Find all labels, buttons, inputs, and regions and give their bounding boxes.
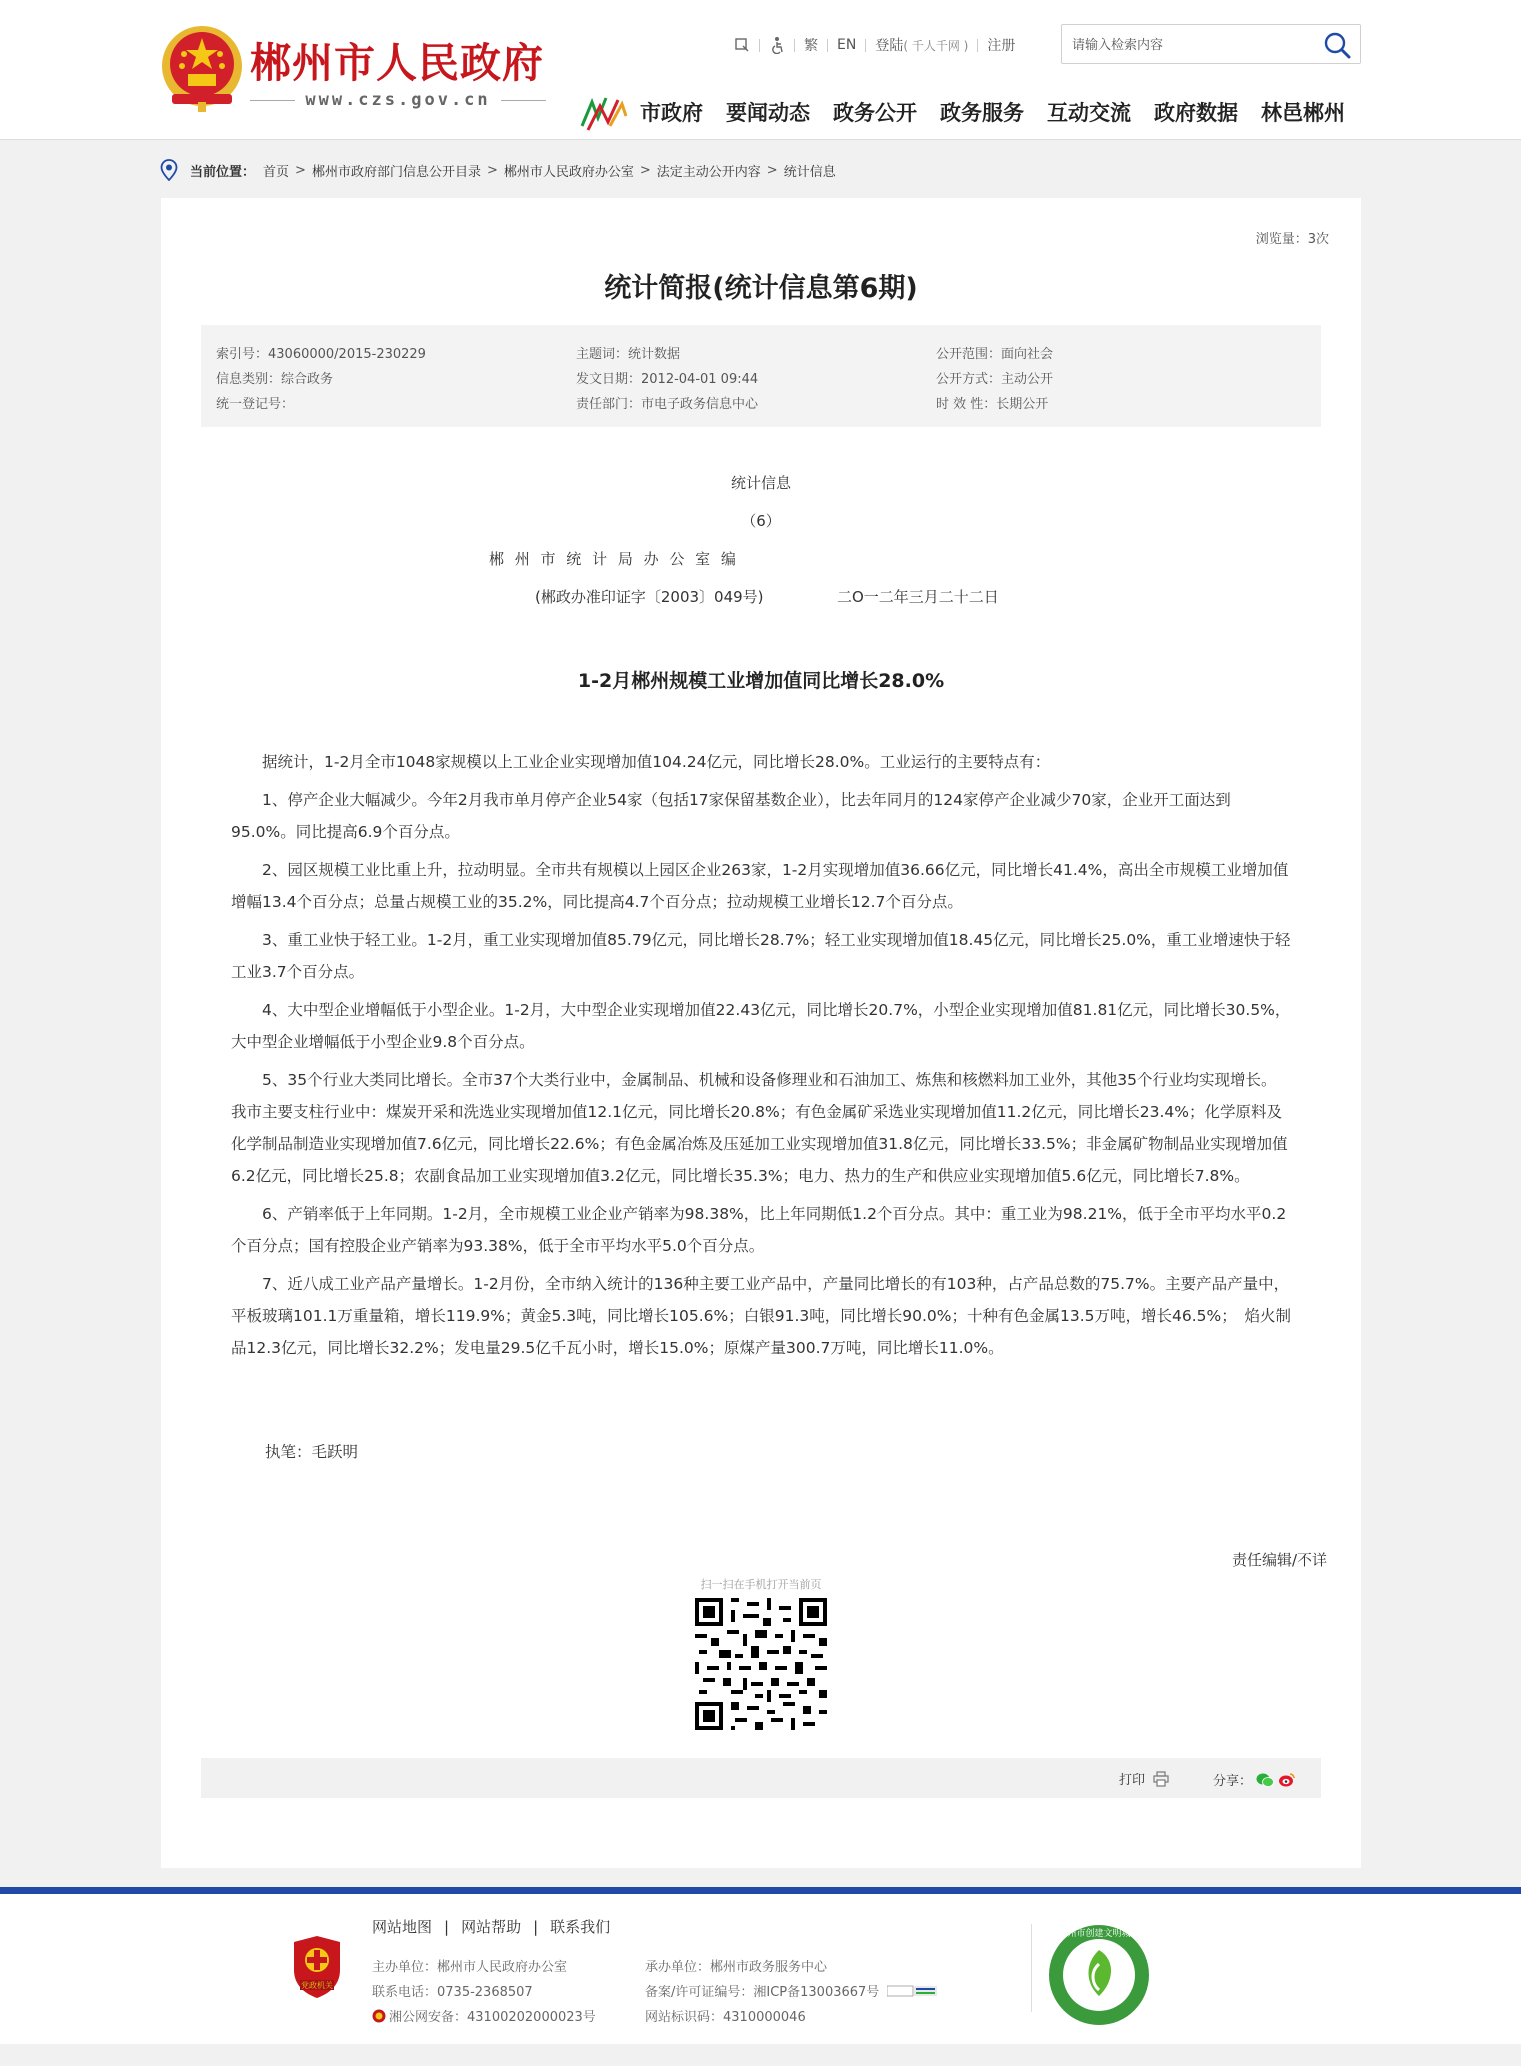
qr-code-icon bbox=[695, 1598, 827, 1730]
meta-reg-no: 统一登记号： bbox=[216, 397, 295, 412]
footer-site-id: 网站标识码：4310000046 bbox=[645, 2010, 806, 2025]
article-editor: 责任编辑/不详 bbox=[1231, 1551, 1327, 1569]
share-label: 分享： bbox=[1213, 1774, 1253, 1789]
footer-links: 网站地图 | 网站帮助 | 联系我们 bbox=[372, 1917, 611, 1936]
breadcrumb-statutory[interactable]: 法定主动公开内容 bbox=[656, 164, 761, 180]
meta-date: 发文日期：2012-04-01 09:44 bbox=[576, 372, 759, 387]
qr-block bbox=[695, 1576, 827, 1734]
nav-item-news[interactable]: 要闻动态 bbox=[726, 101, 810, 125]
footer-police[interactable]: 湘公网安备：43100202000023号 bbox=[389, 2010, 596, 2025]
print-button[interactable] bbox=[1119, 1769, 1169, 1788]
footer-link-sitemap[interactable]: 网站地图 bbox=[372, 1918, 433, 1936]
badge-text: 郴州市创建文明城市 bbox=[1058, 1929, 1140, 1939]
article-meta bbox=[201, 325, 1321, 427]
barrier-free-icon[interactable] bbox=[725, 37, 759, 53]
party-gov-badge-icon[interactable] bbox=[290, 1934, 344, 2000]
location-pin-icon bbox=[160, 159, 178, 181]
view-count: 浏览量：3次 bbox=[1255, 232, 1329, 247]
civilized-city-badge-icon[interactable] bbox=[1046, 1922, 1152, 2028]
qr-caption: 扫一扫在手机打开当前页 bbox=[700, 1578, 822, 1591]
site-url-text: www.czs.gov.cn bbox=[305, 90, 491, 110]
main-nav bbox=[578, 92, 1345, 132]
weibo-icon[interactable] bbox=[1278, 1772, 1296, 1788]
breadcrumb: 当前位置： 首页 > 郴州市政府部门信息公开目录 > 郴州市人民政府办公室 > 法定主动公开内容 > 统计信息 bbox=[160, 158, 836, 182]
breadcrumb-home[interactable]: 首页 bbox=[263, 164, 290, 180]
share-block bbox=[1213, 1770, 1296, 1789]
accessibility-icon[interactable] bbox=[760, 36, 794, 54]
printer-icon bbox=[1153, 1771, 1169, 1787]
article-body bbox=[231, 746, 1291, 1370]
meta-index-no: 索引号：43060000/2015-230229 bbox=[216, 347, 426, 362]
meta-dept: 责任部门：市电子政务信息中心 bbox=[576, 397, 759, 412]
paragraph: 5、35个行业大类同比增长。全市37个大类行业中，金属制品、机械和设备修理业和石油加工、炼焦和核燃料加工业外，其他35个行业均实现增长。我市主要支柱行业中：煤炭开采和洗选业实现增加值12.1亿元，同比增长20.8%；有色金属矿采选业实现增加值11.2亿元，同比增长23.4%；化学原料及化学制品制造业实现增加值7.6亿元，同比增长22.6%；有色金属冶炼及压延加工业实现增加值31.8亿元，同比增长33.5%；非金属矿物制品业实现增加值6.2亿元，同比增长25.8；农副食品加工业实现增加值3.2亿元，同比增长35.3%；电力、热力的生产和供应业实现增加值5.6亿元，同比增长7.8%。 bbox=[231, 1071, 1288, 1185]
meta-category: 信息类别：综合政务 bbox=[216, 372, 334, 387]
print-label: 打印 bbox=[1119, 1773, 1146, 1788]
icp-badge-icon bbox=[887, 1985, 937, 1997]
head-line-4b: 二O一二年三月二十二日 bbox=[837, 588, 999, 606]
nav-item-linyi[interactable]: 林邑郴州 bbox=[1261, 101, 1345, 125]
login-note: ( 千人千网 ) bbox=[903, 38, 969, 53]
login-link[interactable] bbox=[866, 35, 977, 55]
head-line-2: （6） bbox=[741, 512, 781, 530]
top-links bbox=[725, 34, 1024, 56]
article-author: 执笔：毛跃明 bbox=[265, 1443, 359, 1461]
paragraph: 7、近八成工业产品产量增长。1-2月份，全市纳入统计的136种主要工业产品中，产量同比增长的有103种，占产品总数的75.7%。主要产品产量中，平板玻璃101.1万重量箱，增长119.9%；黄金5.3吨，同比增长105.6%；白银91.3吨，同比增长90.0%；十种有色金属13.5万吨，增长46.5%； 焰火制品12.3亿元，同比增长32.2%；发电量29.5亿千瓦小时，增长15.0%；原煤产量300.7万吨，同比增长11.0%。 bbox=[231, 1275, 1291, 1357]
register-link[interactable]: 注册 bbox=[987, 38, 1016, 54]
nav-item-gov-services[interactable]: 政务服务 bbox=[940, 101, 1024, 125]
paragraph: 2、园区规模工业比重上升，拉动明显。全市共有规模以上园区企业263家，1-2月实现增加值36.66亿元，同比增长41.4%，高出全市规模工业增加值增幅13.4个百分点；总量占规模工业的35.2%，同比提高4.7个百分点；拉动规模工业增长12.7个百分点。 bbox=[231, 861, 1289, 911]
paragraph: 1、停产企业大幅减少。今年2月我市单月停产企业54家（包括17家保留基数企业），比去年同月的124家停产企业减少70家，企业开工面达到95.0%。同比提高6.9个百分点。 bbox=[231, 791, 1231, 841]
footer-link-help[interactable]: 网站帮助 bbox=[461, 1918, 522, 1936]
footer-divider bbox=[1031, 1924, 1032, 2012]
meta-topic: 主题词：统计数据 bbox=[576, 347, 681, 362]
head-line-1: 统计信息 bbox=[730, 474, 791, 492]
share-bar bbox=[201, 1758, 1321, 1798]
paragraph: 4、大中型企业增幅低于小型企业。1-2月，大中型企业实现增加值22.43亿元，同比增长20.7%，小型企业实现增加值81.81亿元，同比增长30.5%，大中型企业增幅低于小型企业9.8个百分点。 bbox=[231, 1001, 1291, 1051]
login-label: 登陆 bbox=[875, 38, 904, 54]
article-title: 统计简报(统计信息第6期) bbox=[604, 273, 918, 304]
footer-police-row bbox=[372, 2006, 596, 2025]
site-url bbox=[250, 88, 546, 112]
site-title[interactable]: 郴州市人民政府 bbox=[250, 39, 544, 87]
meta-method: 公开方式：主动公开 bbox=[936, 372, 1054, 387]
meta-scope: 公开范围：面向社会 bbox=[936, 347, 1054, 362]
nav-item-gov-data[interactable]: 政府数据 bbox=[1154, 101, 1238, 125]
article-subtitle: 1-2月郴州规模工业增加值同比增长28.0% bbox=[577, 670, 945, 692]
footer-phone: 联系电话：0735-2368507 bbox=[372, 1985, 533, 2000]
footer-host: 主办单位：郴州市人民政府办公室 bbox=[372, 1960, 568, 1975]
chenzhou-logo-icon bbox=[578, 92, 630, 132]
breadcrumb-office[interactable]: 郴州市人民政府办公室 bbox=[503, 164, 634, 180]
head-line-3: 郴 州 市 统 计 局 办 公 室 编 bbox=[489, 550, 739, 568]
footer-link-contact[interactable]: 联系我们 bbox=[550, 1918, 611, 1936]
footer-icp[interactable]: 备案/许可证编号：湘ICP备13003667号 bbox=[645, 1985, 880, 2000]
nav-item-gov-affairs[interactable]: 政务公开 bbox=[833, 101, 917, 125]
site-header bbox=[0, 0, 1521, 140]
breadcrumb-label: 当前位置： bbox=[190, 164, 256, 180]
nav-item-city-gov[interactable]: 市政府 bbox=[640, 101, 703, 125]
nav-item-interaction[interactable]: 互动交流 bbox=[1047, 101, 1131, 125]
breadcrumb-directory[interactable]: 郴州市政府部门信息公开目录 bbox=[311, 164, 481, 180]
search-input[interactable] bbox=[1072, 34, 1312, 56]
footer-icp-row bbox=[645, 1981, 937, 2000]
site-footer bbox=[0, 1894, 1521, 2044]
search-icon[interactable] bbox=[1322, 30, 1352, 60]
police-badge-icon bbox=[372, 2009, 386, 2023]
article-panel bbox=[161, 198, 1361, 1868]
paragraph: 6、产销率低于上年同期。1-2月，全市规模工业企业产销率为98.38%，比上年同期低1.2个百分点。其中：重工业为98.21%，低于全市平均水平0.2个百分点；国有控股企业产销率为93.38%，低于全市平均水平5.0个百分点。 bbox=[231, 1205, 1287, 1255]
english-link[interactable]: EN bbox=[837, 37, 857, 53]
meta-validity: 时 效 性：长期公开 bbox=[936, 397, 1049, 412]
dzjg-label: 党政机关 bbox=[301, 1981, 333, 1990]
head-line-4a: (郴政办准印证字〔2003〕049号) bbox=[535, 588, 764, 606]
breadcrumb-current[interactable]: 统计信息 bbox=[783, 164, 836, 180]
footer-accent-line bbox=[0, 1887, 1521, 1894]
paragraph: 3、重工业快于轻工业。1-2月，重工业实现增加值85.79亿元，同比增长28.7%；轻工业实现增加值18.45亿元，同比增长25.0%，重工业增速快于轻工业3.7个百分点。 bbox=[231, 931, 1291, 981]
search-box bbox=[1061, 24, 1361, 64]
wechat-icon[interactable] bbox=[1256, 1772, 1274, 1788]
footer-undertaker: 承办单位：郴州市政务服务中心 bbox=[645, 1960, 828, 1975]
paragraph: 据统计，1-2月全市1048家规模以上工业企业实现增加值104.24亿元，同比增长28.0%。工业运行的主要特点有： bbox=[262, 753, 1051, 771]
national-emblem-icon[interactable] bbox=[160, 24, 244, 112]
traditional-chinese-link[interactable]: 繁 bbox=[804, 38, 818, 54]
